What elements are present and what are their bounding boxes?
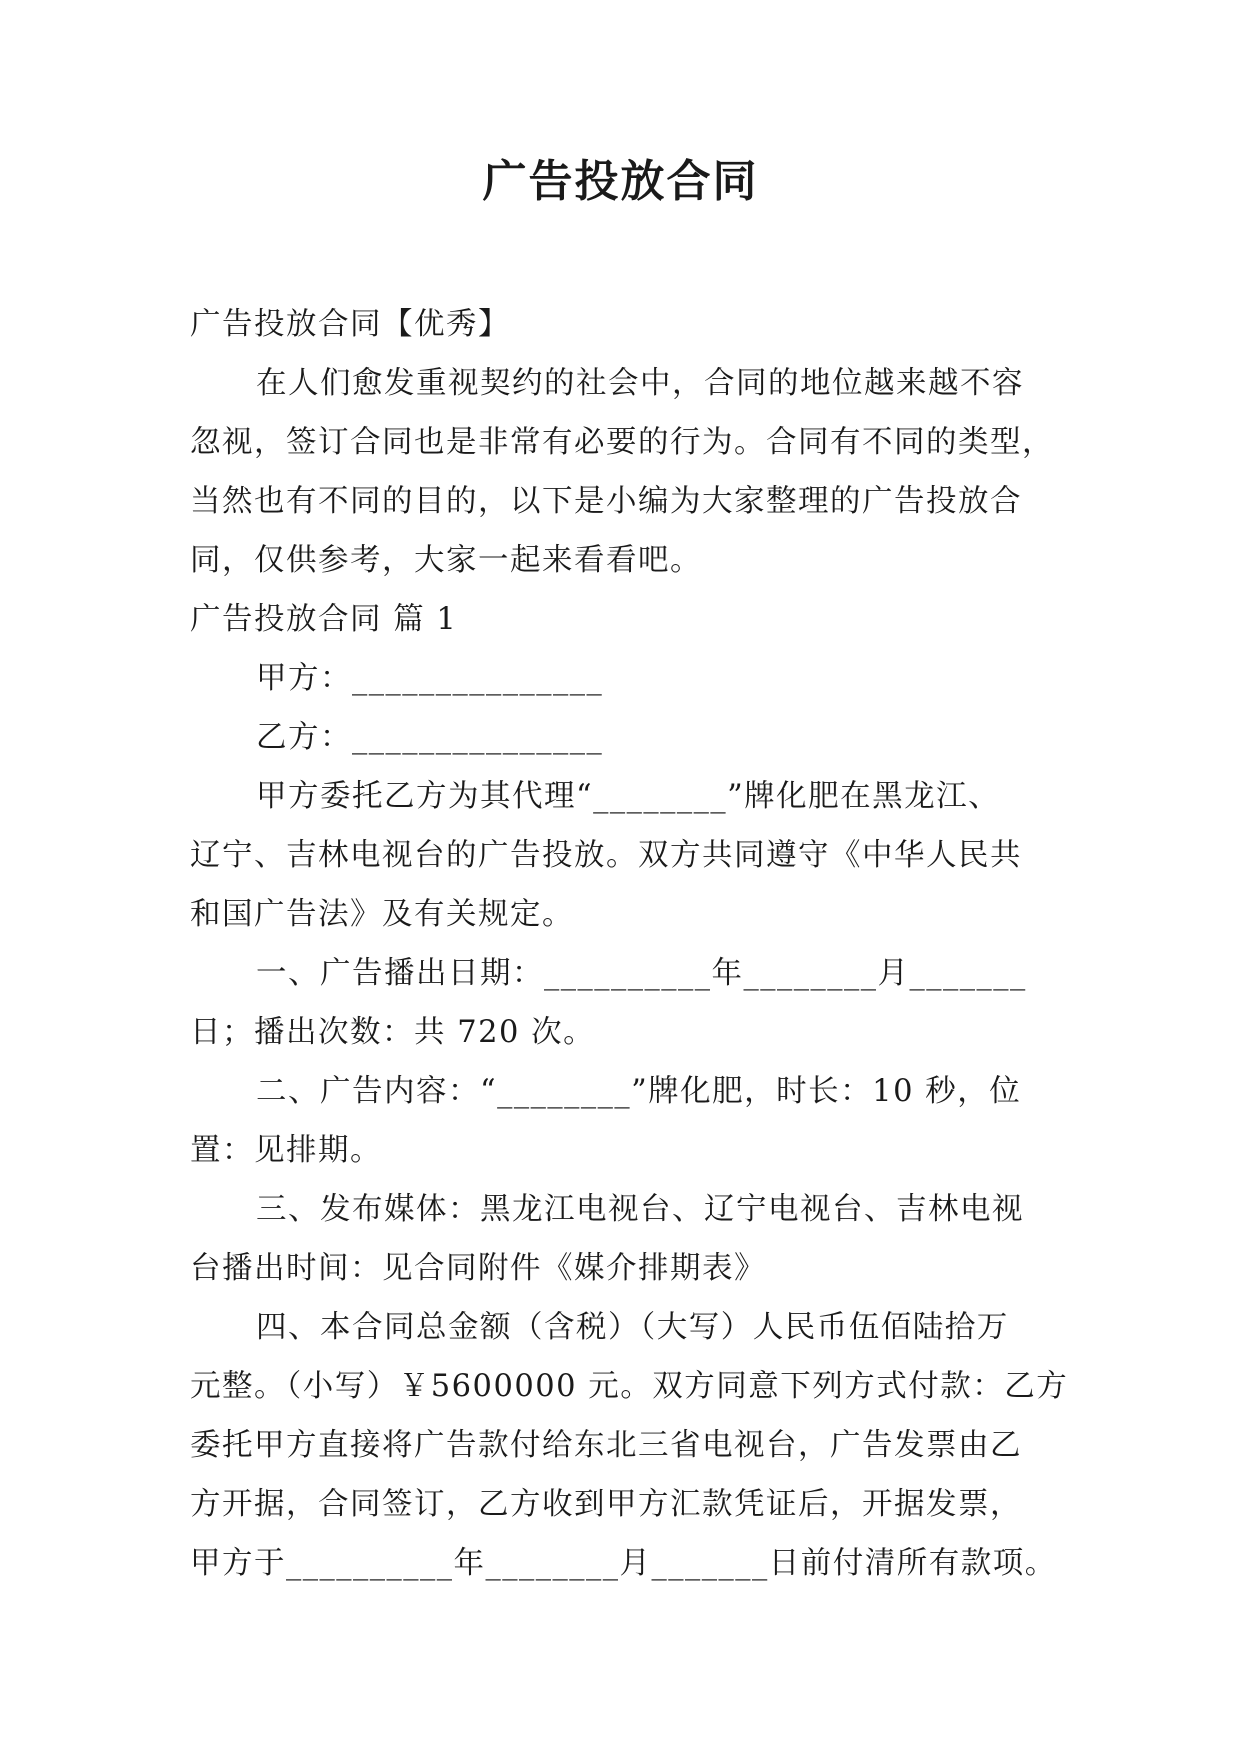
document-title: 广告投放合同 [482, 156, 759, 207]
document-body [190, 295, 1069, 1593]
clause-4-line: 元整。（小写）￥5600000 元。双方同意下列方式付款：乙方 [190, 1369, 1069, 1404]
clause-intro-line: 和国广告法》及有关规定。 [190, 897, 574, 932]
clause-4-line: 委托甲方直接将广告款付给东北三省电视台，广告发票由乙 [190, 1428, 1022, 1463]
clause-3-line: 台播出时间：见合同附件《媒介排期表》 [190, 1251, 766, 1286]
intro-paragraph-line: 在人们愈发重视契约的社会中，合同的地位越来越不容 [256, 366, 1024, 401]
clause-intro-line: 甲方委托乙方为其代理“________”牌化肥在黑龙江、 [256, 779, 1001, 814]
intro-paragraph-line: 当然也有不同的目的，以下是小编为大家整理的广告投放合 [190, 484, 1022, 519]
clause-2-line: 二、广告内容：“________”牌化肥，时长：10 秒，位 [256, 1074, 1022, 1109]
clause-1-line: 一、广告播出日期：__________年________月_______ [256, 956, 1027, 991]
clause-4-line: 甲方于__________年________月_______日前付清所有款项。 [190, 1546, 1057, 1581]
clause-4-line: 方开据，合同签订，乙方收到甲方汇款凭证后，开据发票， [190, 1487, 1022, 1522]
section-heading: 广告投放合同 篇 1 [190, 602, 458, 637]
clause-intro-line: 辽宁、吉林电视台的广告投放。双方共同遵守《中华人民共 [190, 838, 1022, 873]
subtitle-line: 广告投放合同【优秀】 [190, 307, 510, 342]
intro-paragraph-line: 忽视，签订合同也是非常有必要的行为。合同有不同的类型， [190, 425, 1054, 460]
clause-4-line: 四、本合同总金额（含税）（大写）人民币伍佰陆拾万 [256, 1310, 1009, 1345]
party-b-line: 乙方：_______________ [256, 720, 604, 755]
clause-3-line: 三、发布媒体：黑龙江电视台、辽宁电视台、吉林电视 [256, 1192, 1024, 1227]
intro-paragraph-line: 同，仅供参考，大家一起来看看吧。 [190, 543, 702, 578]
clause-2-line: 置：见排期。 [190, 1133, 382, 1168]
clause-1-line: 日；播出次数：共 720 次。 [190, 1015, 596, 1050]
party-a-line: 甲方：_______________ [256, 661, 604, 696]
